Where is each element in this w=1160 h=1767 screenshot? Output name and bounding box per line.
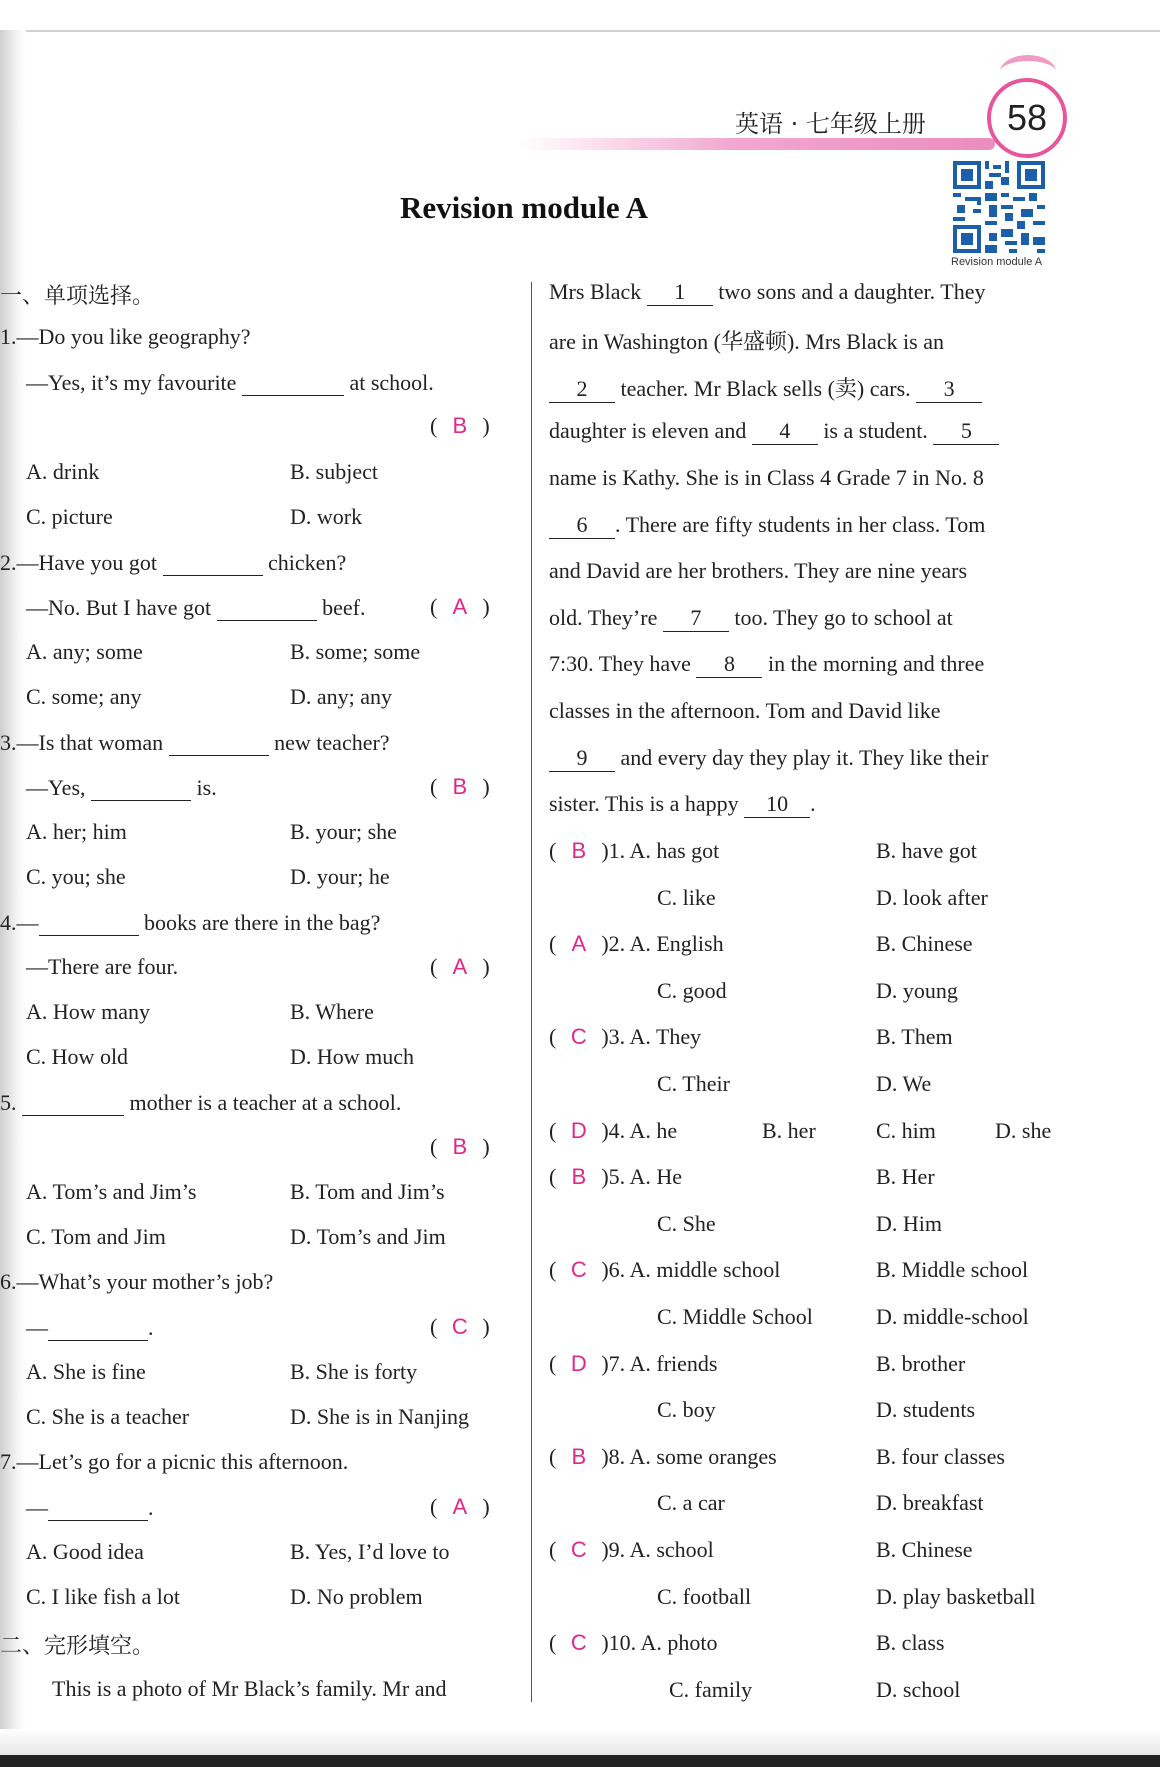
q5-answer: B bbox=[452, 1134, 468, 1159]
cloze-option: D. she bbox=[995, 1118, 1052, 1143]
cloze-item-8: ( B )8. A. some oranges bbox=[549, 1444, 777, 1469]
q1-option-d: D. work bbox=[290, 504, 363, 529]
passage-line: 7:30. They have 8 in the morning and three bbox=[549, 651, 985, 676]
q1-reply: —Yes, it’s my favourite at school. bbox=[26, 370, 434, 395]
q2-option-b: B. some; some bbox=[290, 639, 421, 664]
q7-stem: 7.—Let’s go for a picnic this afternoon. bbox=[0, 1449, 349, 1474]
q7-answer: A bbox=[452, 1494, 468, 1519]
cloze-option: B. Her bbox=[876, 1164, 935, 1189]
cloze-option: D. young bbox=[876, 978, 958, 1003]
cloze-option: D. Him bbox=[876, 1211, 942, 1236]
page-number-badge bbox=[987, 78, 1067, 158]
q4-option-c: C. How old bbox=[26, 1044, 129, 1069]
cloze-option: D. We bbox=[876, 1071, 932, 1096]
passage-line: and David are her brothers. They are nine years bbox=[549, 558, 968, 583]
q5-option-a: A. Tom’s and Jim’s bbox=[26, 1179, 197, 1204]
q7-option-a: A. Good idea bbox=[26, 1539, 144, 1564]
q5-option-c: C. Tom and Jim bbox=[26, 1224, 166, 1249]
blank bbox=[169, 729, 269, 756]
q3-option-d: D. your; he bbox=[290, 864, 390, 889]
page-title: Revision module A bbox=[400, 190, 649, 225]
q4-option-d: D. How much bbox=[290, 1044, 415, 1069]
q4-answer-box: ( A ) bbox=[430, 954, 490, 979]
cloze-answer: B bbox=[571, 838, 587, 863]
blank bbox=[48, 1494, 148, 1521]
q5-option-d: D. Tom’s and Jim bbox=[290, 1224, 446, 1249]
q5-option-b: B. Tom and Jim’s bbox=[290, 1179, 445, 1204]
q2-option-a: A. any; some bbox=[26, 639, 143, 664]
cloze-option: C. boy bbox=[657, 1397, 716, 1422]
q2-option-d: D. any; any bbox=[290, 684, 393, 709]
q3-option-c: C. you; she bbox=[26, 864, 126, 889]
q5-answer-box: ( B ) bbox=[430, 1134, 490, 1159]
q4-reply: —There are four. bbox=[26, 954, 179, 979]
cloze-item-1: ( B )1. A. has got bbox=[549, 838, 720, 863]
blank-number: 10 bbox=[744, 791, 810, 818]
cloze-option: B. her bbox=[762, 1118, 816, 1143]
cloze-option: B. brother bbox=[876, 1351, 966, 1376]
blank-number: 9 bbox=[549, 745, 615, 772]
cloze-item-7: ( D )7. A. friends bbox=[549, 1351, 718, 1376]
cloze-option: C. She bbox=[657, 1211, 716, 1236]
cloze-option: B. class bbox=[876, 1630, 945, 1655]
q1-option-a: A. drink bbox=[26, 459, 100, 484]
cloze-answer: C bbox=[570, 1630, 587, 1655]
passage-line: name is Kathy. She is in Class 4 Grade 7 in No. 8 bbox=[549, 465, 984, 490]
blank-number: 4 bbox=[752, 418, 818, 445]
header-rule bbox=[520, 138, 995, 150]
blank bbox=[91, 774, 191, 801]
blank-number: 2 bbox=[549, 376, 615, 403]
top-bar bbox=[0, 0, 1160, 32]
cloze-option: C. good bbox=[657, 978, 727, 1003]
passage-line: old. They’re 7 too. They go to school at bbox=[549, 605, 953, 630]
blank bbox=[163, 549, 263, 576]
cloze-option: B. Chinese bbox=[876, 1537, 973, 1562]
cloze-answer: C bbox=[570, 1257, 587, 1282]
cloze-answer: A bbox=[571, 931, 587, 956]
column-divider bbox=[531, 282, 532, 1702]
cloze-item-4: ( D )4. A. he bbox=[549, 1118, 678, 1143]
q4-option-a: A. How many bbox=[26, 999, 151, 1024]
q1-answer: B bbox=[452, 413, 468, 438]
passage-line: 6 . There are fifty students in her class. Tom bbox=[549, 512, 985, 539]
cloze-option: C. football bbox=[657, 1584, 752, 1609]
q3-answer: B bbox=[452, 774, 468, 799]
passage-line: daughter is eleven and 4 is a student. 5 bbox=[549, 418, 999, 445]
q3-option-b: B. your; she bbox=[290, 819, 397, 844]
blank bbox=[242, 369, 344, 396]
blank-number: 7 bbox=[663, 605, 729, 632]
header-subject: 英语 · 七年级上册 bbox=[735, 110, 926, 138]
cloze-option: C. a car bbox=[657, 1490, 725, 1515]
q1-stem: 1.—Do you like geography? bbox=[0, 324, 251, 349]
passage-line: sister. This is a happy 10 . bbox=[549, 791, 816, 816]
q4-option-b: B. Where bbox=[290, 999, 374, 1024]
cloze-option: B. Chinese bbox=[876, 931, 973, 956]
q7-option-c: C. I like fish a lot bbox=[26, 1584, 180, 1609]
blank bbox=[217, 594, 317, 621]
blank-number: 8 bbox=[696, 651, 762, 678]
cloze-item-6: ( C )6. A. middle school bbox=[549, 1257, 781, 1282]
blank-number: 3 bbox=[916, 376, 982, 403]
cloze-option: C. him bbox=[876, 1118, 936, 1143]
cloze-option: C. Their bbox=[657, 1071, 730, 1096]
q2-answer: A bbox=[452, 594, 468, 619]
cloze-answer: C bbox=[570, 1537, 587, 1562]
cloze-option: B. Them bbox=[876, 1024, 953, 1049]
cloze-option: D. look after bbox=[876, 885, 988, 910]
blank bbox=[48, 1314, 148, 1341]
q6-stem: 6.—What’s your mother’s job? bbox=[0, 1269, 274, 1294]
q6-answer: C bbox=[451, 1314, 468, 1339]
cloze-answer: B bbox=[571, 1444, 587, 1469]
q5-stem: 5. mother is a teacher at a school. bbox=[0, 1090, 402, 1115]
cloze-option: D. middle-school bbox=[876, 1304, 1029, 1329]
q2-option-c: C. some; any bbox=[26, 684, 142, 709]
q3-reply: —Yes, is. bbox=[26, 775, 217, 800]
q2-stem: 2.—Have you got chicken? bbox=[0, 550, 347, 575]
cloze-item-9: ( C )9. A. school bbox=[549, 1537, 714, 1562]
cloze-item-5: ( B )5. A. He bbox=[549, 1164, 682, 1189]
cloze-item-3: ( C )3. A. They bbox=[549, 1024, 702, 1049]
cloze-option: B. four classes bbox=[876, 1444, 1005, 1469]
passage-line: classes in the afternoon. Tom and David like bbox=[549, 698, 941, 723]
cloze-item-10: ( C )10. A. photo bbox=[549, 1630, 718, 1655]
q6-option-a: A. She is fine bbox=[26, 1359, 146, 1384]
cloze-answer: B bbox=[571, 1164, 587, 1189]
q3-option-a: A. her; him bbox=[26, 819, 127, 844]
q6-answer-box: ( C ) bbox=[430, 1314, 490, 1339]
q4-stem: 4.— books are there in the bag? bbox=[0, 910, 381, 935]
bottom-bar bbox=[0, 1755, 1160, 1767]
q2-answer-box: ( A ) bbox=[430, 594, 490, 619]
q7-option-d: D. No problem bbox=[290, 1584, 423, 1609]
q6-option-c: C. She is a teacher bbox=[26, 1404, 190, 1429]
page-number: 58 bbox=[1006, 97, 1048, 138]
blank bbox=[39, 909, 139, 936]
cloze-answer: C bbox=[570, 1024, 587, 1049]
section2-heading: 二、完形填空。 bbox=[0, 1634, 155, 1659]
qr-caption: Revision module A bbox=[951, 256, 1043, 268]
blank bbox=[22, 1089, 124, 1116]
bottom-shadow bbox=[0, 1729, 1160, 1755]
blank-number: 1 bbox=[647, 279, 713, 306]
cloze-answer: D bbox=[570, 1118, 587, 1143]
passage-line: 9 and every day they play it. They like their bbox=[549, 745, 988, 772]
passage-line: are in Washington (华盛顿). Mrs Black is an bbox=[549, 329, 944, 354]
q6-option-b: B. She is forty bbox=[290, 1359, 418, 1384]
cloze-option: C. like bbox=[657, 885, 716, 910]
q7-reply: — . bbox=[26, 1495, 154, 1520]
q7-answer-box: ( A ) bbox=[430, 1494, 490, 1519]
q1-option-c: C. picture bbox=[26, 504, 113, 529]
cloze-option: D. breakfast bbox=[876, 1490, 984, 1515]
qr-code[interactable] bbox=[953, 161, 1045, 253]
cloze-option: B. have got bbox=[876, 838, 977, 863]
q3-stem: 3.—Is that woman new teacher? bbox=[0, 730, 390, 755]
q2-reply: —No. But I have got beef. bbox=[26, 595, 366, 620]
cloze-answer: D bbox=[570, 1351, 587, 1376]
cloze-option: D. students bbox=[876, 1397, 975, 1422]
q3-answer-box: ( B ) bbox=[430, 774, 490, 799]
cloze-item-2: ( A )2. A. English bbox=[549, 931, 724, 956]
cloze-option: C. Middle School bbox=[657, 1304, 813, 1329]
q4-answer: A bbox=[452, 954, 468, 979]
cloze-option: B. Middle school bbox=[876, 1257, 1029, 1282]
section1-heading: 一、单项选择。 bbox=[0, 284, 155, 309]
q1-option-b: B. subject bbox=[290, 459, 378, 484]
passage-line: 2 teacher. Mr Black sells (卖) cars. 3 bbox=[549, 372, 982, 403]
q6-reply: — . bbox=[26, 1315, 154, 1340]
cloze-option: D. play basketball bbox=[876, 1584, 1036, 1609]
q7-option-b: B. Yes, I’d love to bbox=[290, 1539, 450, 1564]
passage-intro: This is a photo of Mr Black’s family. Mr and bbox=[52, 1676, 447, 1701]
q1-answer-box: ( B ) bbox=[430, 413, 490, 438]
cloze-option: D. school bbox=[876, 1677, 961, 1702]
blank-number: 5 bbox=[933, 418, 999, 445]
q6-option-d: D. She is in Nanjing bbox=[290, 1404, 470, 1429]
cloze-option: C. family bbox=[669, 1677, 753, 1702]
passage-line: Mrs Black 1 two sons and a daughter. They bbox=[549, 279, 986, 304]
blank-number: 6 bbox=[549, 512, 615, 539]
